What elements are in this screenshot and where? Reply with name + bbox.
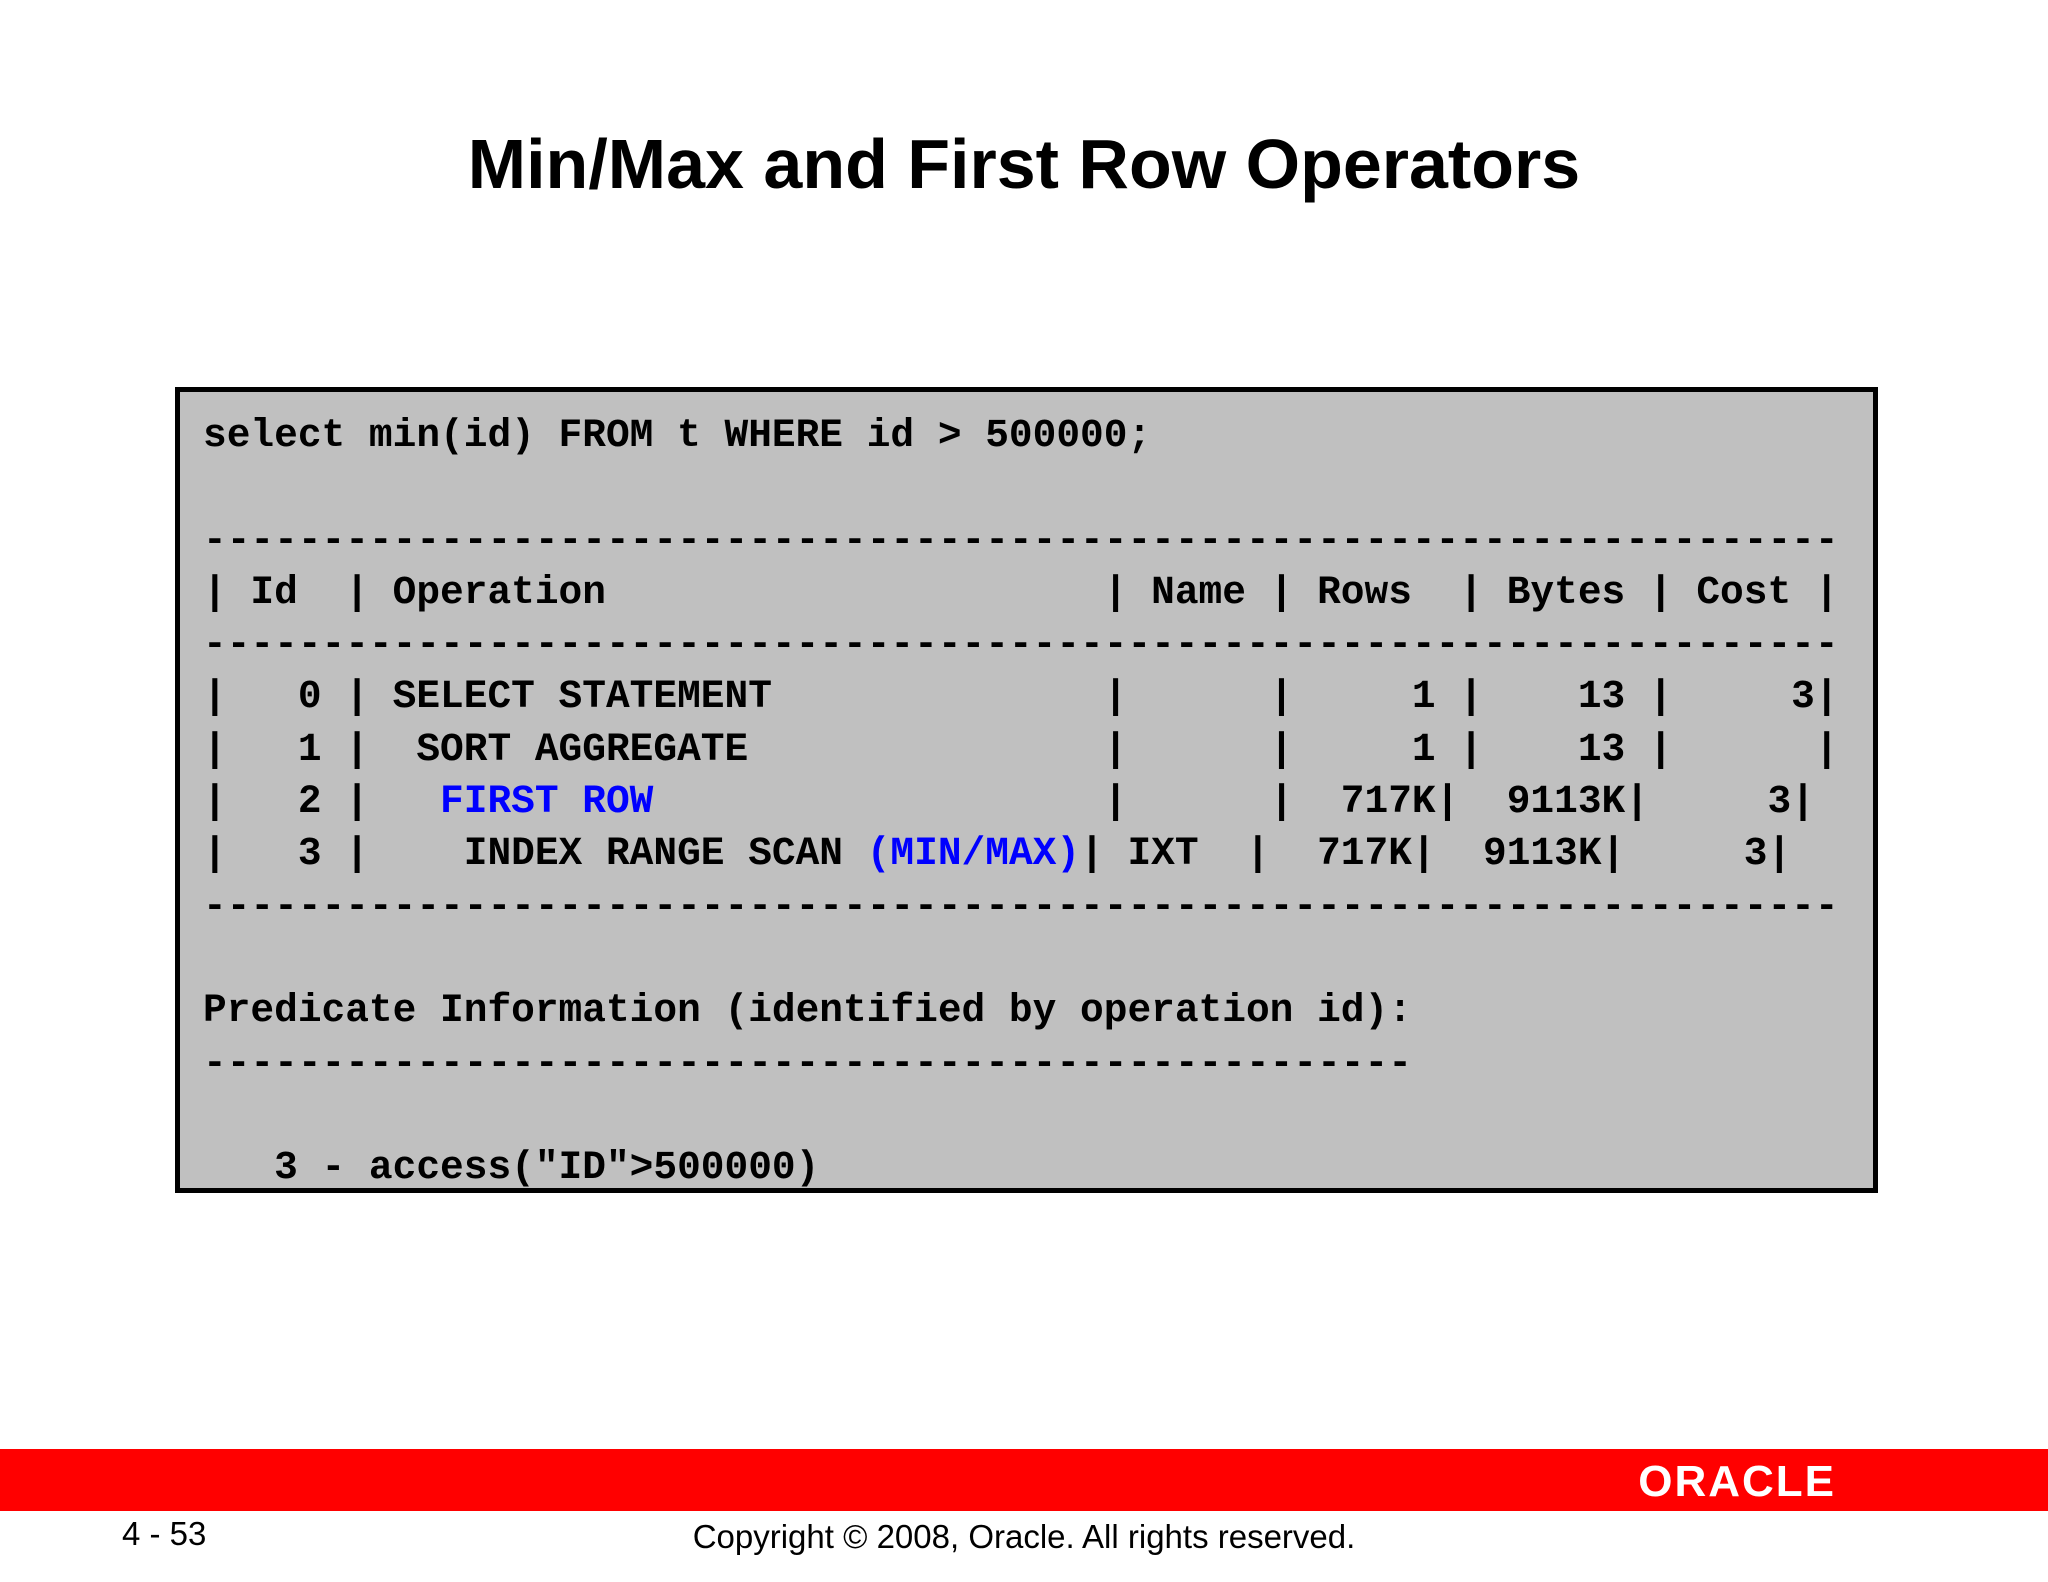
row-text: | 3 | INDEX RANGE SCAN xyxy=(203,831,867,877)
table-row xyxy=(203,727,1839,772)
table-header-row: | Id | Operation | Name | Rows | Bytes | Cost | xyxy=(203,569,1839,615)
page-number: 4 - 53 xyxy=(122,1515,207,1552)
row-text: | 0 | SELECT STATEMENT | | 1 | 13 | 3| xyxy=(203,674,1839,720)
predicate-line: 3 - access("ID">500000) xyxy=(203,1145,820,1191)
row-text: | | 717K| 9113K| 3| xyxy=(653,779,1815,825)
table-separator-bottom: --------------------------------------------------------------------- xyxy=(203,883,1839,929)
table-separator-header: --------------------------------------------------------------------- xyxy=(203,622,1839,668)
highlighted-operation: (MIN/MAX) xyxy=(866,831,1081,877)
row-text: | 2 | xyxy=(203,779,441,825)
predicate-separator: --------------------------------------------------- xyxy=(203,1040,1412,1086)
table-separator-top: --------------------------------------------------------------------- xyxy=(203,517,1839,563)
execution-plan-box xyxy=(175,387,1878,1193)
predicate-heading: Predicate Information (identified by operation id): xyxy=(203,988,1412,1034)
query-line: select min(id) FROM t WHERE id > 500000; xyxy=(203,413,1152,458)
row-text: | IXT | 717K| 9113K| 3| xyxy=(1080,831,1792,877)
row-text: | 1 | SORT AGGREGATE | | 1 | 13 | | xyxy=(203,726,1839,772)
footer-bar xyxy=(0,1449,2048,1511)
copyright-notice: Copyright © 2008, Oracle. All rights reserved. xyxy=(692,1518,1356,1555)
execution-plan-code xyxy=(203,410,1839,1194)
slide-title: Min/Max and First Row Operators xyxy=(467,125,1581,203)
table-row xyxy=(203,674,1839,719)
oracle-logo: ORACLE xyxy=(1638,1457,1836,1506)
table-row xyxy=(203,779,1815,824)
table-row xyxy=(203,831,1791,876)
highlighted-operation: FIRST ROW xyxy=(440,779,654,825)
